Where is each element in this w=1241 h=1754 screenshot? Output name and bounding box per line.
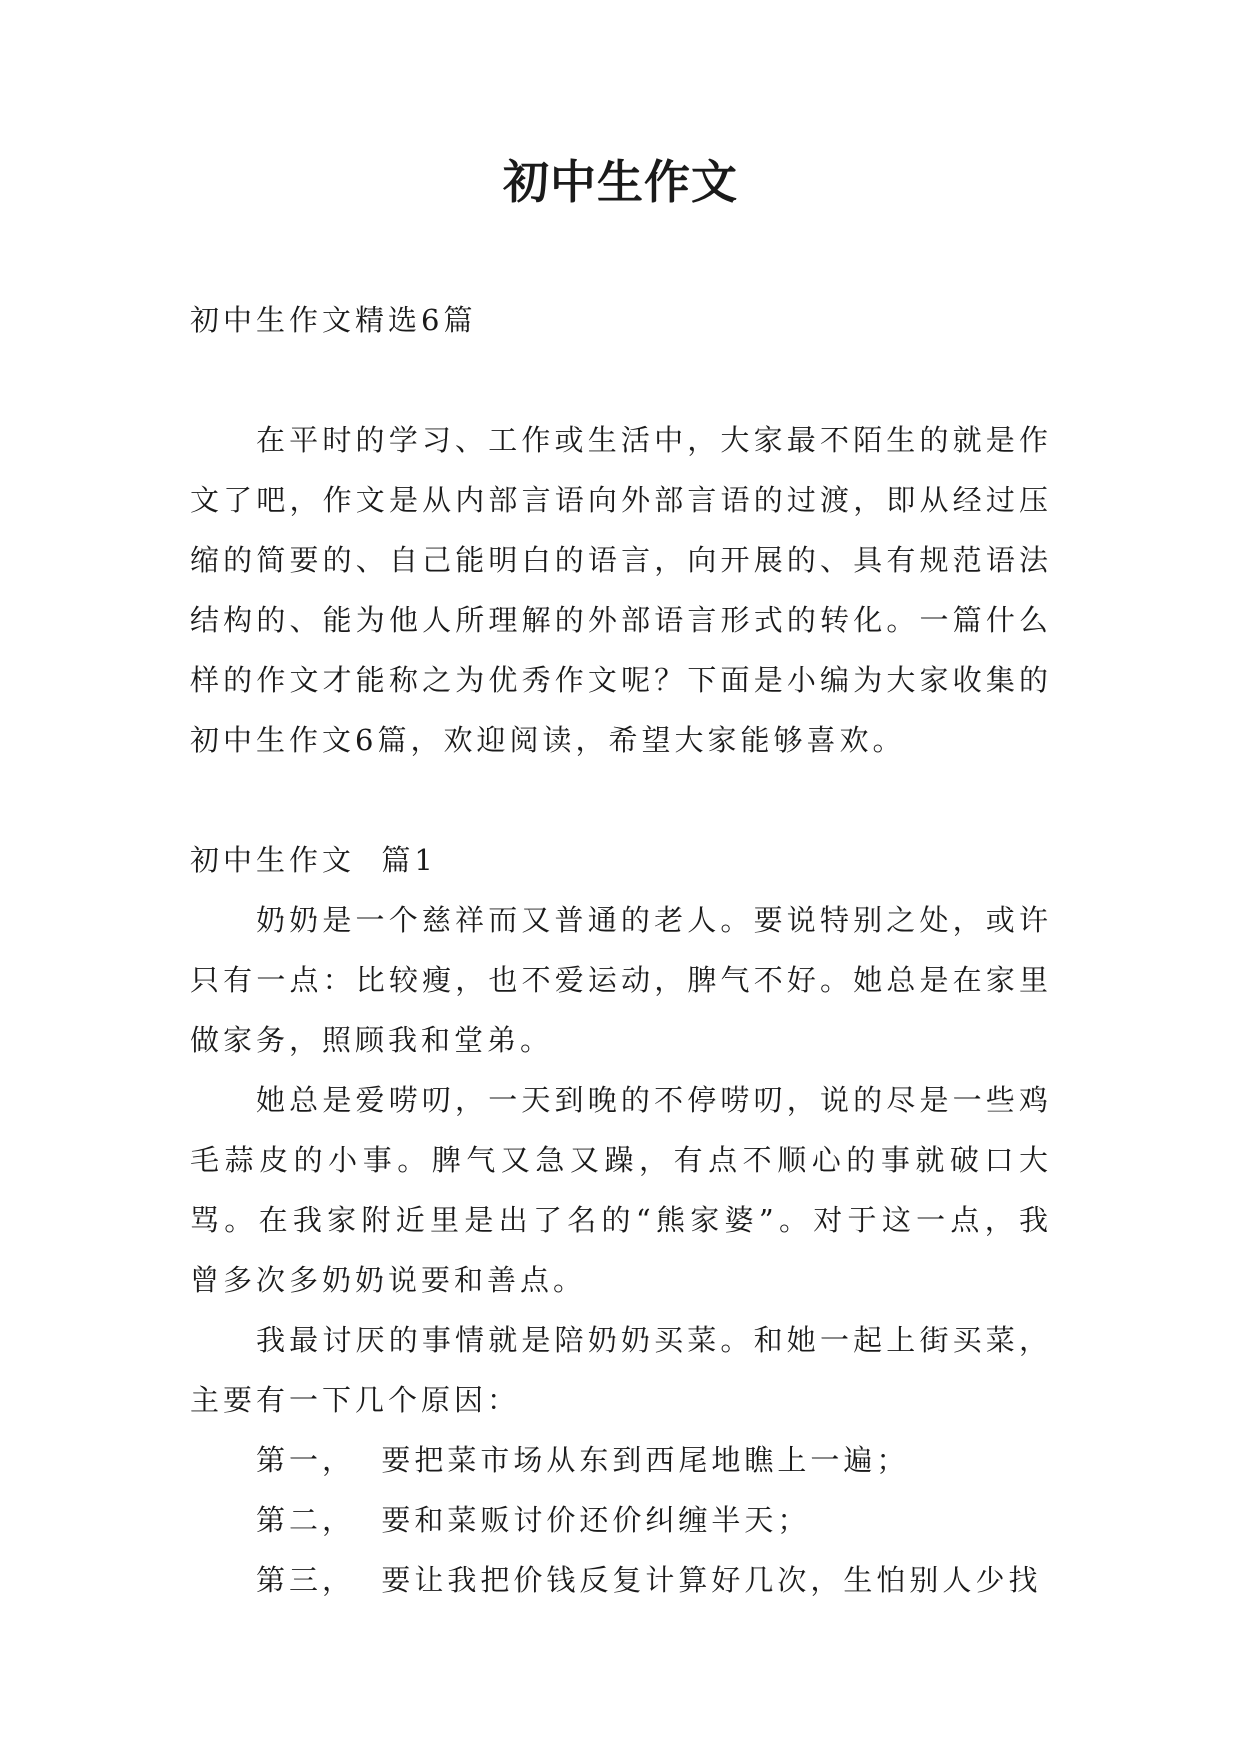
body-paragraph: 第二， 要和菜贩讨价还价纠缠半天； <box>256 1503 811 1537</box>
document-subtitle: 初中生作文精选6篇 <box>190 303 477 337</box>
document-body <box>190 290 1052 1610</box>
body-paragraph: 我最讨厌的事情就是陪奶奶买菜。和她一起上街买菜，主要有一下几个原因： <box>190 1323 1052 1417</box>
section-heading: 初中生作文 篇1 <box>190 843 437 877</box>
body-paragraph: 她总是爱唠叨，一天到晚的不停唠叨，说的尽是一些鸡毛蒜皮的小事。脾气又急又躁，有点不顺心的事就破口大骂。在我家附近里是出了名的“熊家婆”。对于这一点，我曾多次多奶奶说要和善点。 <box>190 1083 1052 1297</box>
body-paragraph: 第一， 要把菜市场从东到西尾地瞧上一遍； <box>256 1443 910 1477</box>
body-paragraph: 第三， 要让我把价钱反复计算好几次，生怕别人少找 <box>256 1563 1042 1597</box>
body-paragraph: 奶奶是一个慈祥而又普通的老人。要说特别之处，或许只有一点：比较瘦，也不爱运动，脾气不好。她总是在家里做家务，照顾我和堂弟。 <box>190 903 1052 1057</box>
intro-paragraph: 在平时的学习、工作或生活中，大家最不陌生的就是作文了吧，作文是从内部言语向外部言语的过渡，即从经过压缩的简要的、自己能明白的语言，向开展的、具有规范语法结构的、能为他人所理解的外部语言形式的转化。一篇什么样的作文才能称之为优秀作文呢？下面是小编为大家收集的初中生作文6篇，欢迎阅读，希望大家能够喜欢。 <box>190 423 1052 757</box>
document-title: 初中生作文 <box>503 155 738 209</box>
